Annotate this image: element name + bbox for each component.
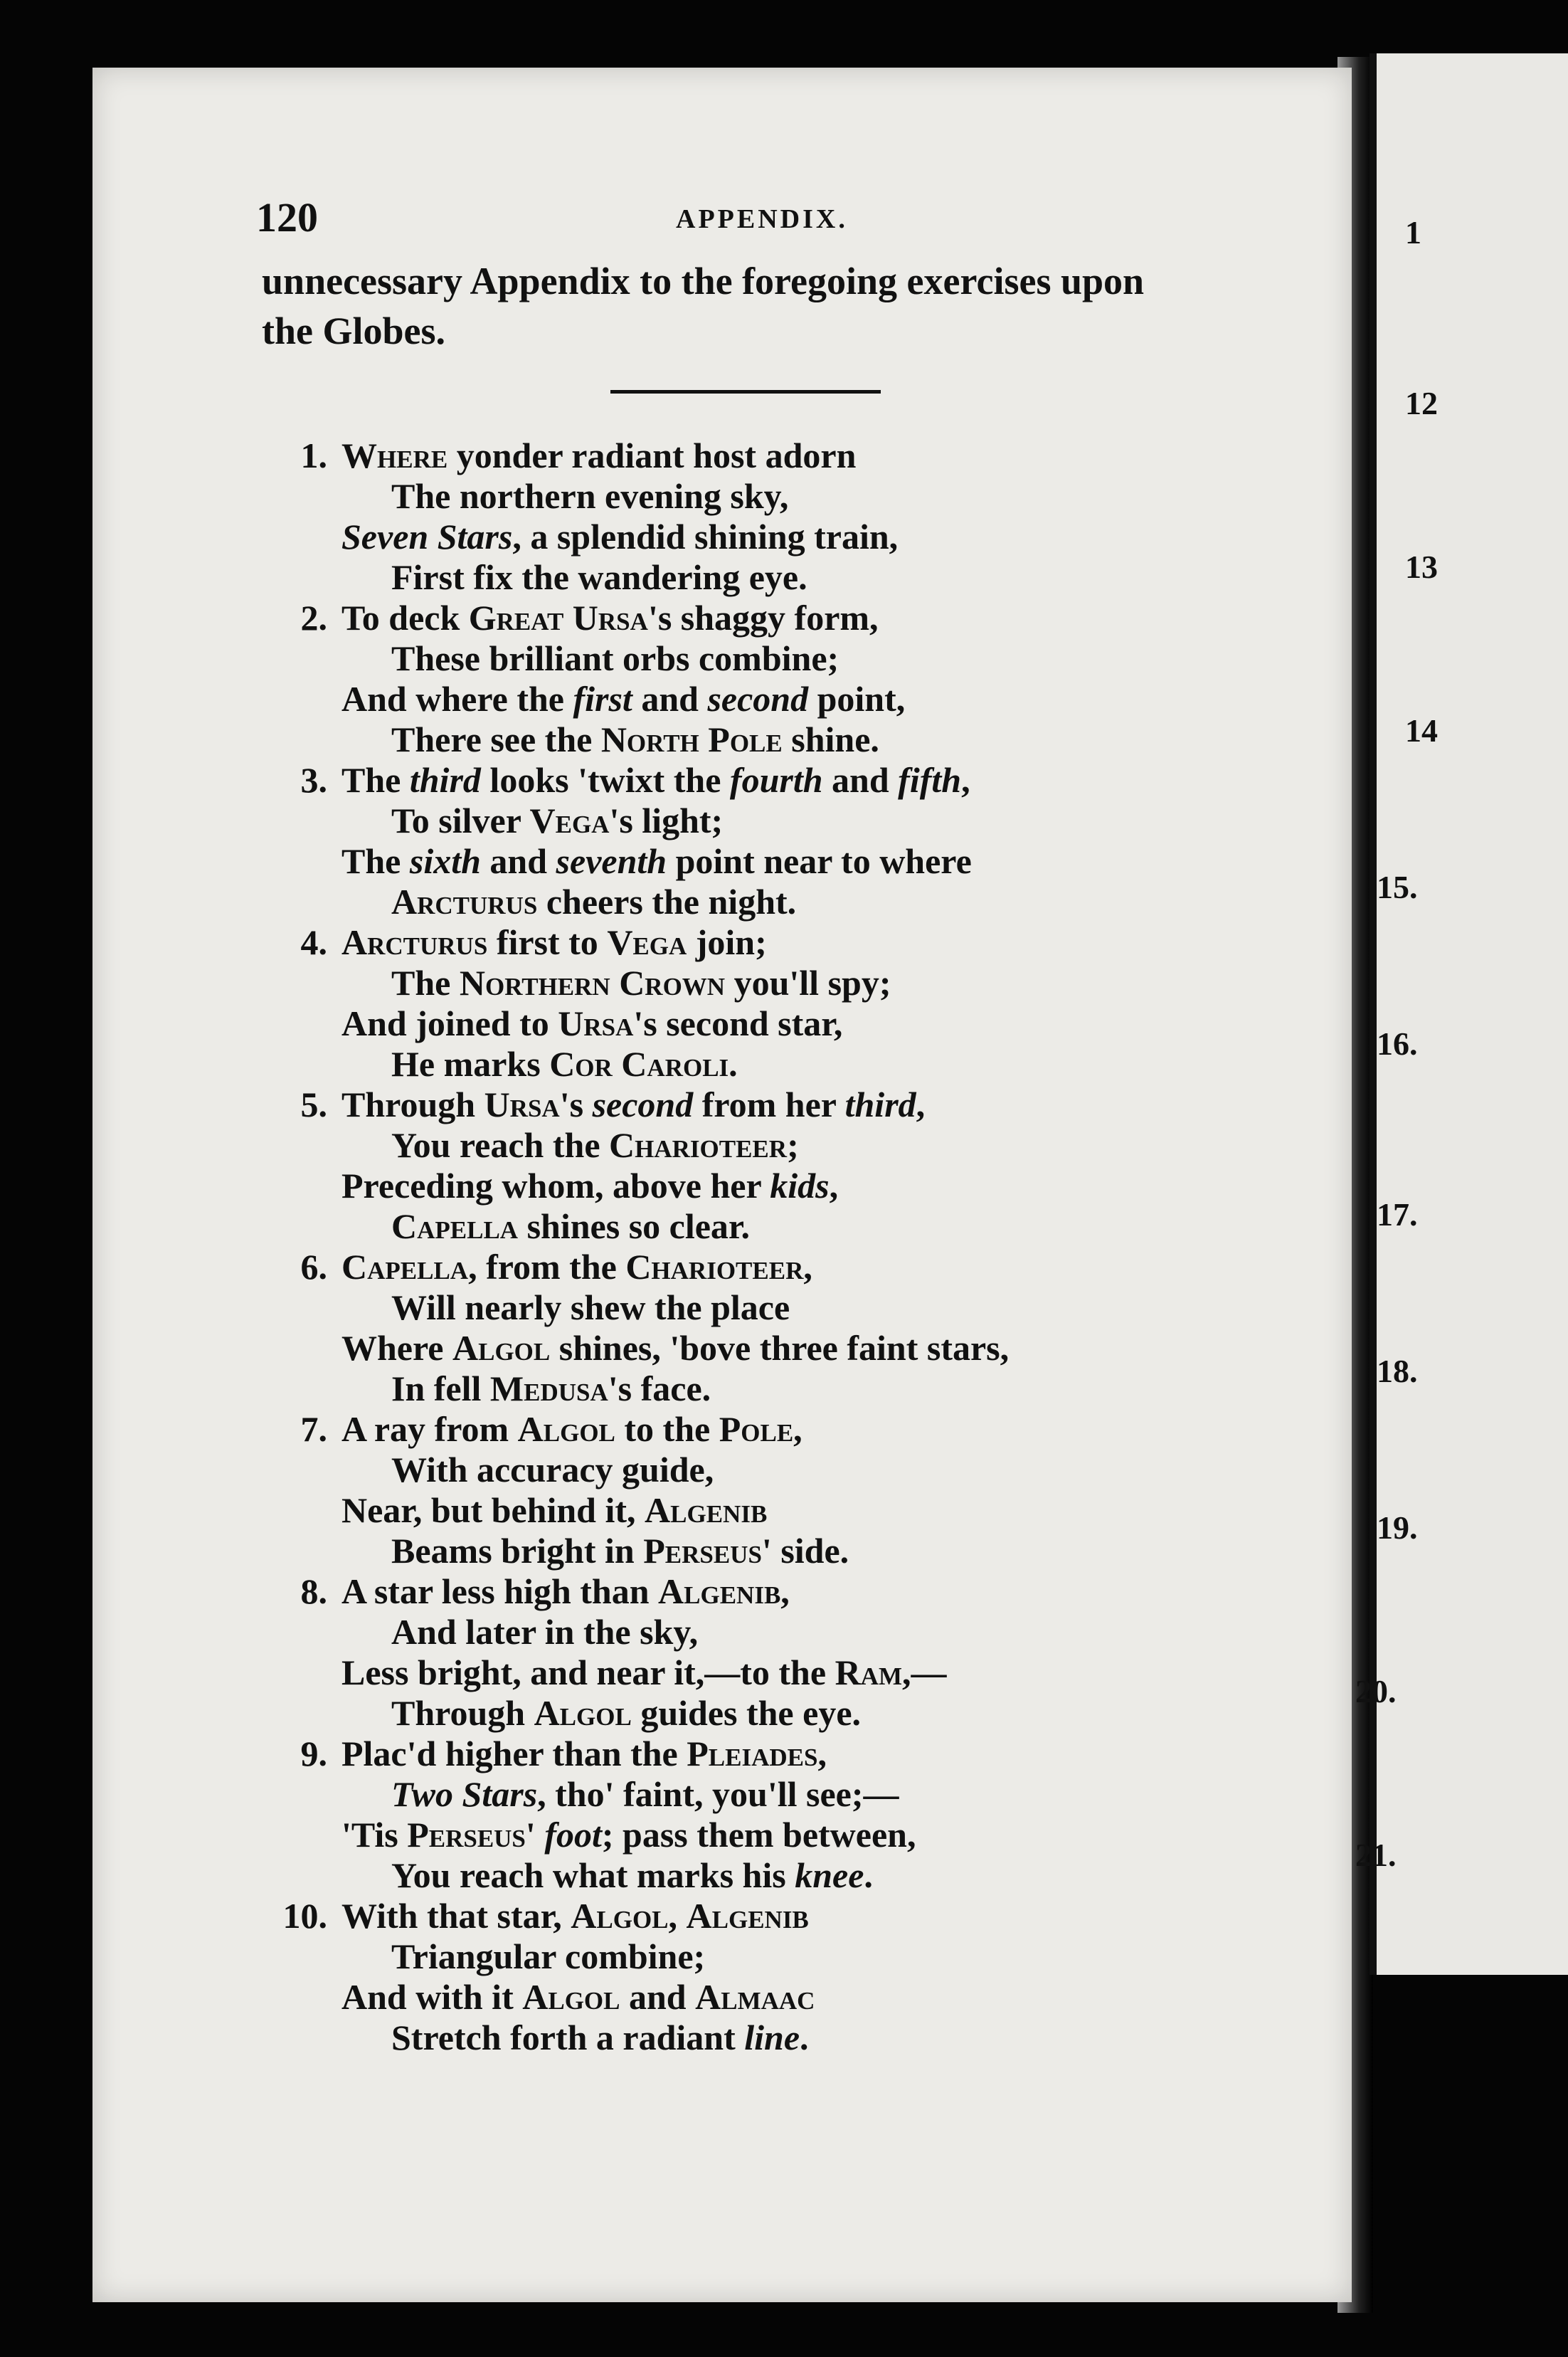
poem-text: .	[800, 2018, 809, 2057]
poem-text: ,	[961, 760, 970, 800]
poem-text: Charioteer	[609, 1125, 788, 1165]
poem-text: first	[573, 679, 632, 719]
poem-line	[263, 963, 1188, 1003]
poem-line	[263, 1693, 1188, 1734]
poem-text: Capella	[341, 1247, 469, 1287]
poem-line	[263, 1734, 1188, 1774]
poem-line	[263, 1409, 1188, 1450]
poem-line	[263, 2018, 1188, 2058]
poem-line	[263, 1206, 1188, 1247]
stanza-number: 3.	[300, 760, 327, 800]
poem-text: 's second star,	[633, 1003, 843, 1043]
facing-page-numbers	[1355, 0, 1568, 2357]
poem-text: ,	[829, 1166, 839, 1206]
stanza-number: 9.	[300, 1734, 327, 1773]
poem	[263, 436, 1188, 2058]
poem-line	[263, 1328, 1188, 1369]
poem-text: Seven Stars	[341, 517, 513, 557]
poem-text: Cor Caroli	[549, 1044, 729, 1084]
poem-text: Near, but behind it,	[341, 1490, 645, 1530]
poem-line	[263, 1896, 1188, 1936]
poem-text: '	[525, 1815, 545, 1855]
stanza-number: 2.	[300, 598, 327, 638]
poem-text: looks 'twixt the	[480, 760, 730, 800]
poem-text: Vega	[529, 801, 610, 840]
poem-line	[263, 1977, 1188, 2018]
poem-line	[263, 760, 1188, 801]
poem-text: ' side.	[761, 1531, 849, 1571]
poem-text: Beams bright in	[391, 1531, 644, 1571]
poem-text: Algol	[534, 1693, 632, 1733]
poem-text: Arcturus	[341, 922, 488, 962]
poem-text: Pole	[719, 1409, 794, 1449]
poem-text: The northern evening sky,	[391, 476, 789, 516]
poem-line	[263, 1652, 1188, 1693]
poem-line	[263, 922, 1188, 963]
poem-line	[263, 638, 1188, 679]
poem-text: Perseus	[643, 1531, 762, 1571]
poem-text: ;	[787, 1125, 799, 1165]
poem-text: Northern Crown	[459, 963, 726, 1003]
stanza-number: 1.	[300, 436, 327, 475]
poem-text: knee	[795, 1855, 864, 1895]
poem-line	[263, 436, 1188, 476]
poem-text: Where	[341, 436, 448, 475]
poem-text: Charioteer	[625, 1247, 804, 1287]
poem-text: ,	[817, 1734, 827, 1773]
poem-text: 's face.	[608, 1369, 711, 1408]
poem-text: first to	[487, 922, 608, 962]
poem-text: Arcturus	[391, 882, 538, 922]
facing-page-item-number: 1	[1405, 214, 1421, 251]
poem-text: third	[409, 760, 481, 800]
poem-line	[263, 1003, 1188, 1044]
poem-text: , from the	[468, 1247, 626, 1287]
poem-text: Vega	[607, 922, 687, 962]
poem-text: In fell	[391, 1369, 490, 1408]
poem-text: Algol	[571, 1896, 669, 1936]
poem-text: .	[864, 1855, 873, 1895]
poem-text: fourth	[729, 760, 823, 800]
poem-line	[263, 476, 1188, 517]
facing-page-item-number: 15.	[1377, 869, 1418, 905]
poem-text: Algenib	[658, 1571, 781, 1611]
poem-line	[263, 1936, 1188, 1977]
poem-text: 's light;	[609, 801, 724, 840]
poem-text: Algenib	[645, 1490, 768, 1530]
poem-text: seventh	[556, 841, 667, 881]
poem-text: and	[480, 841, 556, 881]
page-header	[256, 194, 1266, 243]
poem-text: Algol	[522, 1977, 620, 2017]
poem-text: guides the eye.	[631, 1693, 862, 1733]
poem-text: Triangular combine;	[391, 1936, 706, 1976]
poem-text: Great Ursa	[468, 598, 648, 638]
poem-text: shine.	[782, 719, 879, 759]
facing-page-item-number: 19.	[1377, 1509, 1418, 1546]
intro-line-2: the Globes.	[262, 310, 446, 352]
poem-text: , a splendid shining train,	[512, 517, 899, 557]
stanza-number: 8.	[300, 1571, 327, 1611]
poem-text: sixth	[409, 841, 481, 881]
poem-text: ,	[803, 1247, 812, 1287]
poem-line	[263, 1531, 1188, 1571]
poem-text: ,	[780, 1571, 790, 1611]
facing-page-item-number: 12	[1405, 385, 1438, 421]
poem-line	[263, 882, 1188, 922]
poem-line	[263, 679, 1188, 719]
poem-text: Algol	[452, 1328, 551, 1368]
poem-line	[263, 517, 1188, 557]
poem-text: The	[341, 760, 410, 800]
poem-text: Will nearly shew the place	[391, 1287, 790, 1327]
poem-text: third	[844, 1085, 916, 1124]
poem-text: .	[729, 1044, 738, 1084]
poem-text: Through	[341, 1085, 484, 1124]
poem-line	[263, 1085, 1188, 1125]
poem-text: ,	[793, 1409, 802, 1449]
poem-text: 's	[559, 1085, 593, 1124]
poem-text: Two Stars	[391, 1774, 538, 1814]
poem-text: And joined to	[341, 1003, 558, 1043]
poem-text: Perseus	[407, 1815, 526, 1855]
poem-text: Almaac	[695, 1977, 815, 2017]
poem-text: and	[632, 679, 708, 719]
stanza-number: 7.	[300, 1409, 327, 1449]
poem-line	[263, 801, 1188, 841]
poem-text: from her	[693, 1085, 845, 1124]
stanza-number: 6.	[300, 1247, 327, 1287]
poem-text: First fix the wandering eye.	[391, 557, 807, 597]
poem-text: 'Tis	[341, 1815, 408, 1855]
poem-text: line	[744, 2018, 800, 2057]
poem-text: A ray from	[341, 1409, 518, 1449]
poem-text: join;	[687, 922, 767, 962]
poem-text: second	[592, 1085, 694, 1124]
poem-text: These brilliant orbs combine;	[391, 638, 839, 678]
poem-text: And where the	[341, 679, 573, 719]
facing-page-item-number: 14	[1405, 712, 1438, 749]
poem-text: , tho' faint, you'll see;—	[537, 1774, 899, 1814]
poem-text: Pleiades	[687, 1734, 818, 1773]
poem-text: With that star,	[341, 1896, 571, 1936]
poem-text: shines, 'bove three faint stars,	[550, 1328, 1010, 1368]
poem-text: To silver	[391, 801, 530, 840]
poem-text: 's shaggy form,	[647, 598, 879, 638]
poem-text: The	[341, 841, 410, 881]
poem-line	[263, 1044, 1188, 1085]
poem-line	[263, 557, 1188, 598]
poem-text: Ursa	[484, 1085, 560, 1124]
poem-line	[263, 1166, 1188, 1206]
poem-text: and	[822, 760, 899, 800]
poem-text: Medusa	[489, 1369, 608, 1408]
facing-page-item-number: 18.	[1377, 1353, 1418, 1389]
poem-text: Through	[391, 1693, 534, 1733]
poem-text: point near to where	[667, 841, 972, 881]
facing-page-item-number: 13	[1405, 549, 1438, 585]
section-divider	[610, 390, 881, 394]
poem-text: ,—	[901, 1652, 947, 1692]
poem-text: ,	[916, 1085, 926, 1124]
poem-text: ; pass them between,	[601, 1815, 916, 1855]
poem-line	[263, 1247, 1188, 1287]
poem-text: You reach the	[391, 1125, 610, 1165]
stanza-number: 5.	[300, 1085, 327, 1124]
poem-text: you'll spy;	[725, 963, 891, 1003]
poem-text: Algenib	[686, 1896, 809, 1936]
poem-text: North Pole	[600, 719, 783, 759]
poem-line	[263, 1450, 1188, 1490]
poem-text: Preceding whom, above her	[341, 1166, 770, 1206]
poem-text: With accuracy guide,	[391, 1450, 714, 1489]
poem-text: cheers the night.	[537, 882, 797, 922]
stanza-number: 4.	[300, 922, 327, 962]
facing-page-item-number: 17.	[1377, 1196, 1418, 1233]
poem-text: Algol	[517, 1409, 615, 1449]
poem-text: ,	[668, 1896, 687, 1936]
poem-text: shines so clear.	[518, 1206, 751, 1246]
poem-line	[263, 598, 1188, 638]
poem-text: Less bright, and near it,—to the	[341, 1652, 835, 1692]
poem-text: second	[707, 679, 809, 719]
stanza-number: 10.	[282, 1896, 327, 1936]
poem-text: You reach what marks his	[391, 1855, 795, 1895]
poem-line	[263, 1815, 1188, 1855]
poem-text: Ram	[835, 1652, 902, 1692]
poem-text: He marks	[391, 1044, 550, 1084]
poem-text: Plac'd higher than the	[341, 1734, 687, 1773]
facing-page-item-number: 16.	[1377, 1025, 1418, 1062]
poem-text: The	[391, 963, 460, 1003]
facing-page-item-number: 21.	[1355, 1837, 1397, 1873]
page-number: 120	[256, 194, 318, 241]
poem-text: Where	[341, 1328, 452, 1368]
poem-line	[263, 719, 1188, 760]
poem-line	[263, 1369, 1188, 1409]
poem-text: Capella	[391, 1206, 519, 1246]
poem-text: Ursa	[558, 1003, 634, 1043]
poem-text: and	[620, 1977, 696, 2017]
poem-text: And with it	[341, 1977, 523, 2017]
poem-line	[263, 1490, 1188, 1531]
facing-page-item-number: 20.	[1355, 1673, 1397, 1709]
poem-text: There see the	[391, 719, 601, 759]
poem-line	[263, 1287, 1188, 1328]
poem-text: point,	[808, 679, 906, 719]
poem-line	[263, 841, 1188, 882]
poem-text: Stretch forth a radiant	[391, 2018, 745, 2057]
poem-text: And later in the sky,	[391, 1612, 699, 1652]
intro-paragraph	[262, 256, 1279, 356]
poem-line	[263, 1774, 1188, 1815]
poem-line	[263, 1855, 1188, 1896]
poem-line	[263, 1125, 1188, 1166]
poem-text: fifth	[898, 760, 962, 800]
poem-text: to the	[615, 1409, 719, 1449]
intro-line-1: unnecessary Appendix to the foregoing exercises upon	[262, 260, 1145, 302]
poem-line	[263, 1571, 1188, 1612]
poem-line	[263, 1612, 1188, 1652]
poem-text: A star less high than	[341, 1571, 659, 1611]
poem-text: yonder radiant host adorn	[447, 436, 857, 475]
poem-text: kids	[770, 1166, 830, 1206]
poem-text: To deck	[341, 598, 469, 638]
poem-text: foot	[544, 1815, 602, 1855]
running-head: APPENDIX.	[676, 204, 848, 234]
